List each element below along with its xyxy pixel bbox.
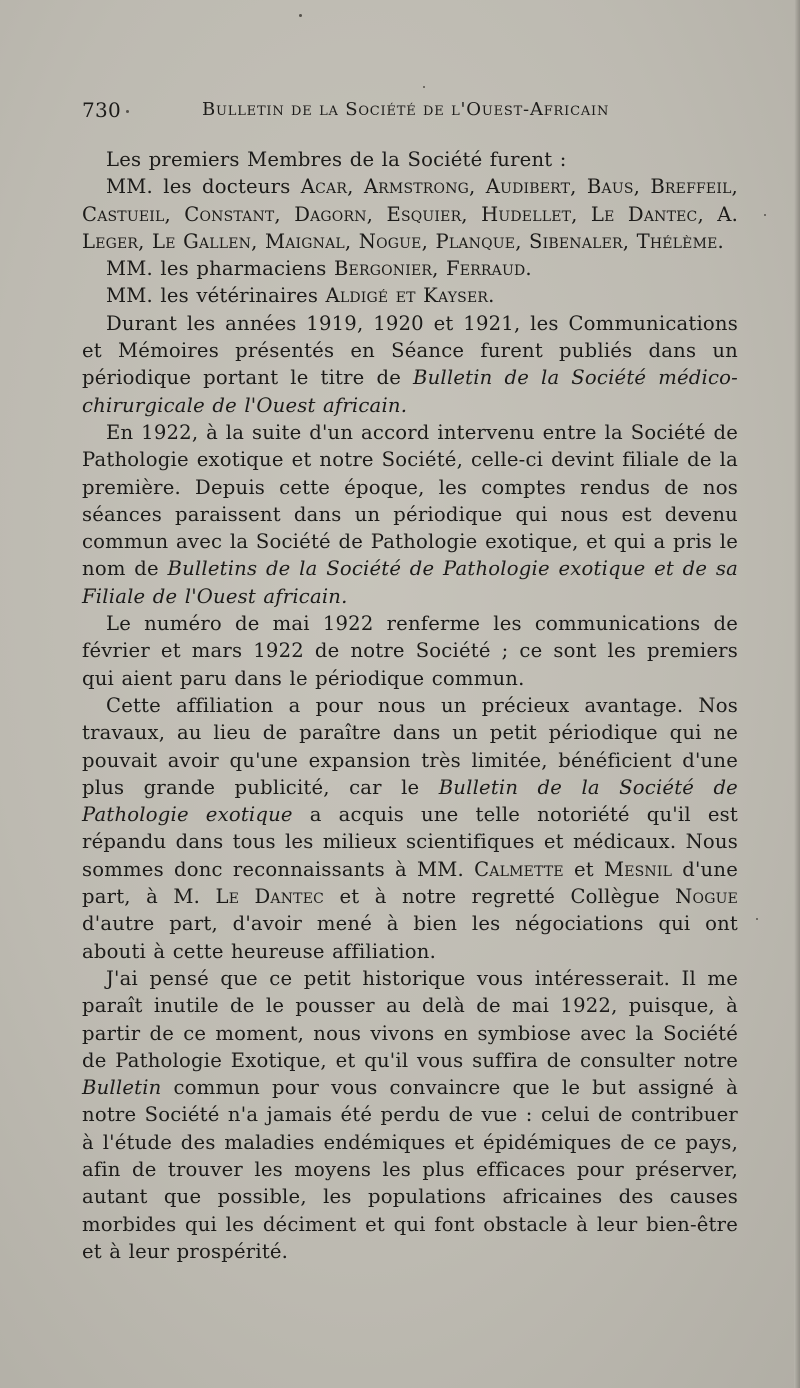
- running-title: Bulletin de la Société de l'Ouest-Africain: [202, 99, 610, 120]
- doctors-prefix: MM. les docteurs: [106, 175, 301, 199]
- print-speck: [423, 86, 425, 88]
- affiliation-1922-text: En 1922, à la suite d'un accord intervenu entre la Société de Pathologie exotique et notre Société, celle-ci devint filiale de la première. Depuis cette époque, les comptes rendus de nos séances paraissent dans un périodique qui nous est devenu commun avec la Société de Pathologie exotique, et qui a pris le nom de: [82, 420, 738, 581]
- name-mesnil: Mesnil: [603, 857, 673, 881]
- paragraph-conclusion: [82, 965, 738, 1265]
- advantage-text-c: et: [563, 857, 604, 881]
- paragraph-may-1922: [82, 610, 738, 692]
- paragraph-pharmacists: [82, 255, 738, 282]
- advantage-text-d: d'une part, à M.: [82, 857, 738, 909]
- conclusion-text-a: J'ai pensé que ce petit historique vous intéresserait. Il me paraît inutile de le pousser au delà de mai 1922, puisque, à partir de ce moment, nous vivons en symbiose avec la Société de Pathologie Exotique, et qu'il vous suffira de consulter notre: [82, 966, 738, 1072]
- pharmacists-names: Bergonier, Ferraud.: [333, 257, 532, 281]
- print-speck: [756, 918, 758, 920]
- name-nogue: Nogue: [675, 885, 738, 909]
- advantage-text-a: Cette affiliation a pour nous un précieux avantage. Nos travaux, au lieu de paraître dans un petit périodique qui ne pouvait avoir qu'une expansion très limitée, bénéficient d'une plus grande publicité, car le: [82, 693, 738, 799]
- advantage-bulletin-title: Bulletin de la Société de Pathologie exotique: [82, 775, 738, 827]
- page-edge-shadow: [794, 0, 800, 1388]
- early-years-text: Durant les années 1919, 1920 et 1921, les Communications et Mémoires présentés en Séance furent publiés dans un périodique portant le titre de: [82, 311, 738, 390]
- joint-bulletin-title: Bulletins de la Société de Pathologie exotique et de sa Filiale de l'Ouest africain.: [82, 557, 738, 608]
- paragraph-doctors: [82, 173, 738, 255]
- paragraph-founders-intro: [82, 146, 738, 173]
- advantage-text-f: d'autre part, d'avoir mené à bien les négociations qui ont abouti à cette heureuse affiliation.: [82, 912, 738, 963]
- paragraph-early-years: [82, 310, 738, 419]
- print-speck: [126, 110, 129, 113]
- doctors-names: Acar, Armstrong, Audibert, Baus, Breffeil, Castueil, Constant, Dagorn, Esquier, Hudellet, Le Dantec, A. Leger, Le Gallen, Maignal, Nogue, Planque, Sibenaler, Thélème.: [82, 175, 738, 253]
- paragraph-veterinarians: [82, 282, 738, 309]
- may-1922-text: Le numéro de mai 1922 renferme les communications de février et mars 1922 de notre Société ; ce sont les premiers qui aient paru dans le périodique commun.: [82, 612, 738, 690]
- pharmacists-prefix: MM. les pharmaciens: [106, 257, 334, 281]
- paragraph-affiliation-1922: [82, 419, 738, 610]
- article-body: [82, 146, 738, 1265]
- print-speck: [299, 14, 302, 17]
- veterinarians-prefix: MM. les vétérinaires: [106, 284, 326, 308]
- conclusion-text-b: commun pour vous convaincre que le but assigné à notre Société n'a jamais été perdu de vue : celui de contribuer à l'étude des maladies endémiques et épidémiques de ce pays, afin de trouver les moyens les plus efficaces pour préserver, autant que possible, les populations africaines des causes morbides qui les déciment et qui font obstacle à leur bien-être et à leur prospérité.: [82, 1076, 738, 1263]
- veterinarians-names: Aldigé et Kayser.: [325, 284, 495, 308]
- name-le-dantec: Le Dantec: [215, 885, 325, 909]
- early-bulletin-title: Bulletin de la Société médico-chirurgicale de l'Ouest africain.: [82, 366, 738, 417]
- name-calmette: Calmette: [474, 857, 564, 881]
- founders-intro-text: Les premiers Membres de la Société furent :: [106, 148, 567, 171]
- page-number: 730: [82, 98, 122, 122]
- conclusion-bulletin-word: Bulletin: [82, 1076, 162, 1100]
- page-header: [82, 98, 782, 128]
- print-speck: [764, 214, 766, 216]
- paragraph-advantage: [82, 692, 738, 965]
- advantage-text-e: et à notre regretté Collègue: [324, 885, 676, 909]
- advantage-text-b: a acquis une telle notoriété qu'il est répandu dans tous les milieux scientifiques et médicaux. Nous sommes donc reconnaissants à MM.: [82, 803, 738, 881]
